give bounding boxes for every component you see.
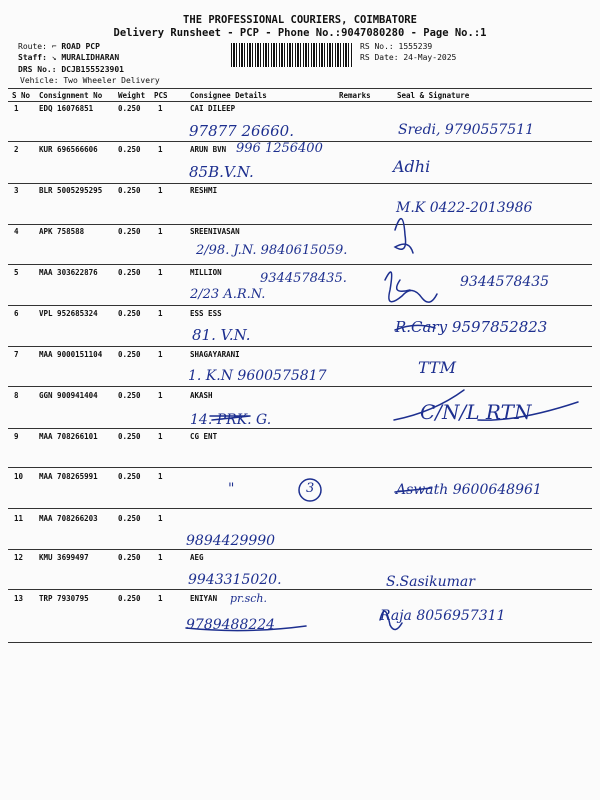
row-weight: 0.250: [118, 432, 141, 441]
handwritten-signature: Aswath 9600648961: [396, 482, 542, 498]
row-consignment: MAA 708265991: [39, 472, 98, 481]
signature-scribble: [394, 390, 464, 420]
row-consignee: ESS ESS: [190, 309, 222, 318]
handwritten-signature: R.Cary 9597852823: [395, 318, 548, 336]
row-pcs: 1: [158, 227, 163, 236]
col-consignee: Consignee Details: [190, 91, 267, 100]
company-title: THE PROFESSIONAL COURIERS, COIMBATORE: [183, 14, 417, 26]
handwritten-signature: M.K 0422-2013986: [396, 200, 533, 216]
row-consignee: ARUN BVN: [190, 145, 227, 154]
rs-number: RS No.: 1555239: [360, 42, 433, 51]
col-consignment: Consignment No: [39, 91, 103, 100]
route-value: ROAD PCP: [61, 42, 100, 51]
row-consignee: AKASH: [190, 391, 213, 400]
handwritten-phone: 97877 26660.: [189, 122, 294, 140]
handwritten-signature: Raja 8056957311: [380, 608, 506, 624]
arrow-icon: ⌐: [51, 42, 57, 51]
row-sno: 3: [14, 186, 19, 195]
strikethrough-scribble: [395, 488, 431, 492]
row-pcs: 1: [158, 309, 163, 318]
row-consignment: MAA 708266203: [39, 514, 98, 523]
row-weight: 0.250: [118, 391, 141, 400]
handwritten-phone: 9789488224: [186, 617, 276, 633]
row-weight: 0.250: [118, 472, 141, 481]
vehicle-line: Vehicle: Two Wheeler Delivery: [20, 76, 160, 85]
route-label: Route:: [18, 42, 47, 51]
col-sno: S No: [12, 91, 31, 100]
row-consignment: MAA 9000151104: [39, 350, 103, 359]
circle-mark: [299, 479, 321, 501]
row-sno: 4: [14, 227, 19, 236]
row-weight: 0.250: [118, 186, 141, 195]
row-sno: 1: [14, 104, 19, 113]
col-weight: Weight: [118, 91, 146, 100]
handwritten-address: 81. V.N.: [192, 326, 251, 344]
signature-scribble: [395, 219, 413, 253]
row-consignment: VPL 952685324: [39, 309, 98, 318]
staff-label: Staff:: [18, 53, 47, 62]
row-sno: 11: [14, 514, 24, 523]
row-sno: 13: [14, 594, 24, 603]
handwritten-address: 2/23 A.R.N.: [190, 287, 266, 302]
row-consignment: BLR 5005295295: [39, 186, 103, 195]
handwritten-signature: 9344578435: [460, 274, 550, 290]
underline-scribble: [186, 626, 306, 631]
row-consignee: SHAGAYARANI: [190, 350, 240, 359]
row-weight: 0.250: [118, 227, 141, 236]
signature-scribble: [380, 611, 402, 629]
handwritten-signature: Adhi: [393, 157, 431, 176]
row-weight: 0.250: [118, 268, 141, 277]
row-pcs: 1: [158, 104, 163, 113]
row-pcs: 1: [158, 145, 163, 154]
handwritten-note: pr.sch.: [230, 592, 267, 605]
strikethrough-scribble: [210, 416, 250, 420]
row-consignee: CG ENT: [190, 432, 218, 441]
row-consignment: MAA 708266101: [39, 432, 98, 441]
handwritten-signature: TTM: [418, 358, 457, 377]
col-pcs: PCS: [154, 91, 168, 100]
row-weight: 0.250: [118, 594, 141, 603]
row-consignment: MAA 303622876: [39, 268, 98, 277]
handwritten-signature: S.Sasikumar: [386, 574, 475, 590]
drs-value: DCJB155523901: [61, 65, 124, 74]
signature-scribble: [478, 402, 578, 420]
handwritten-address: 1. K.N 9600575817: [188, 368, 327, 384]
row-pcs: 1: [158, 553, 163, 562]
row-consignee: SREENIVASAN: [190, 227, 240, 236]
row-weight: 0.250: [118, 309, 141, 318]
col-signature: Seal & Signature: [397, 91, 470, 100]
handwritten-circled-number: 3: [306, 481, 315, 496]
row-pcs: 1: [158, 472, 163, 481]
row-weight: 0.250: [118, 350, 141, 359]
handwritten-address: 85B.V.N.: [189, 163, 254, 181]
row-consignment: EDQ 16076851: [39, 104, 94, 113]
row-pcs: 1: [158, 186, 163, 195]
row-pcs: 1: [158, 514, 163, 523]
handwritten-signature: C/N/L RTN: [420, 400, 532, 424]
handwritten-phone: 996 1256400: [236, 141, 323, 156]
row-consignment: KMU 3699497: [39, 553, 89, 562]
handwritten-address: 14. PRK. G.: [190, 412, 272, 428]
signature-scribble: [397, 280, 410, 291]
handwritten-signature: Sredi, 9790557511: [398, 122, 534, 138]
col-remarks: Remarks: [339, 91, 371, 100]
rs-date: RS Date: 24-May-2025: [360, 53, 457, 62]
row-sno: 8: [14, 391, 19, 400]
handwritten-phone: 9894429990: [186, 533, 276, 549]
row-consignee: CAI DILEEP: [190, 104, 236, 113]
row-sno: 9: [14, 432, 19, 441]
row-consignment: GGN 900941404: [39, 391, 98, 400]
row-consignment: KUR 696566606: [39, 145, 98, 154]
staff-value: MURALIDHARAN: [61, 53, 120, 62]
row-sno: 12: [14, 553, 24, 562]
row-consignment: TRP 7930795: [39, 594, 89, 603]
row-consignee: MILLION: [190, 268, 222, 277]
row-pcs: 1: [158, 391, 163, 400]
row-weight: 0.250: [118, 145, 141, 154]
row-consignee: ENIYAN: [190, 594, 218, 603]
row-pcs: 1: [158, 268, 163, 277]
handwritten-ditto: ": [228, 481, 235, 497]
row-consignee: RESHMI: [190, 186, 218, 195]
row-weight: 0.250: [118, 553, 141, 562]
drs-label: DRS No.:: [18, 65, 57, 74]
handwritten-address: 2/98. J.N. 9840615059.: [196, 243, 348, 258]
sheet-title: Delivery Runsheet - PCP - Phone No.:9047080280 - Page No.:1: [113, 27, 487, 39]
handwritten-phone: 9344578435.: [260, 271, 347, 286]
row-weight: 0.250: [118, 104, 141, 113]
row-sno: 6: [14, 309, 19, 318]
row-sno: 5: [14, 268, 19, 277]
row-sno: 10: [14, 472, 24, 481]
signature-scribble: [385, 272, 437, 302]
signature-scribble: [395, 325, 435, 330]
row-sno: 2: [14, 145, 19, 154]
arrow-icon: ↘: [51, 53, 57, 62]
row-consignment: APK 758588: [39, 227, 85, 236]
row-weight: 0.250: [118, 514, 141, 523]
row-pcs: 1: [158, 432, 163, 441]
row-pcs: 1: [158, 594, 163, 603]
handwritten-phone: 9943315020.: [188, 572, 282, 588]
row-pcs: 1: [158, 350, 163, 359]
row-consignee: AEG: [190, 553, 204, 562]
row-sno: 7: [14, 350, 19, 359]
